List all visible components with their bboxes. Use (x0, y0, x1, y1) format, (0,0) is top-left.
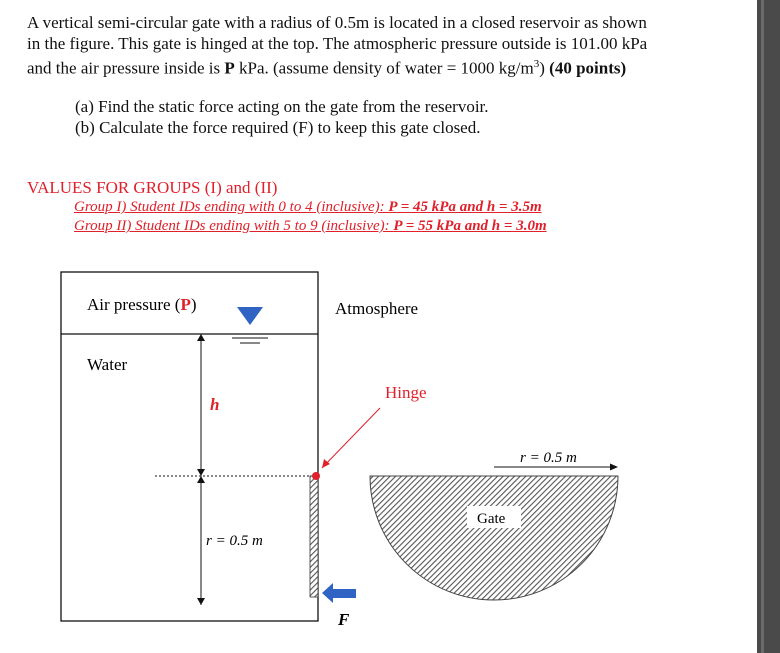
r-right-label: r = 0.5 m (520, 450, 577, 466)
force-arrow-icon (322, 583, 356, 603)
r-right-arrowhead (610, 464, 618, 471)
question-a: (a) Find the static force acting on the gate from the reservoir. (75, 97, 489, 116)
atmosphere-label: Atmosphere (335, 299, 419, 318)
problem-line-2: in the figure. This gate is hinged at the top. The atmospheric pressure outside is 101.00 kPa (27, 34, 648, 53)
points-label: (40 points) (549, 58, 627, 78)
gate-front-view (370, 476, 618, 600)
water-label: Water (87, 355, 128, 374)
group-2-values: Group II) Student IDs ending with 5 to 9 (inclusive): P = 55 kPa and h = 3.0m (74, 218, 547, 234)
r-arrow-bottom (197, 598, 205, 605)
h-arrow-top (197, 334, 205, 341)
force-label: F (338, 610, 350, 629)
h-arrow-bottom (197, 469, 205, 476)
hinge-label: Hinge (385, 383, 427, 402)
window-scrollbar[interactable] (757, 0, 780, 653)
gate-side-view (310, 476, 318, 597)
hinge-point (312, 472, 320, 480)
reservoir-box (61, 272, 318, 621)
values-title: VALUES FOR GROUPS (I) and (II) (27, 178, 278, 197)
problem-line-3: and the air pressure inside is P kPa. (assume density of water = 1000 $kg/m^3$) (40 points) (27, 58, 627, 78)
air-pressure-label: Air pressure (P) (87, 295, 197, 314)
r-arrow-top (197, 476, 205, 483)
water-surface-triangle-icon (237, 307, 263, 325)
hinge-leader-line (322, 408, 380, 468)
problem-line-1: A vertical semi-circular gate with a radius of 0.5m is located in a closed reservoir as shown (27, 13, 647, 32)
question-b: (b) Calculate the force required (F) to keep this gate closed. (75, 118, 481, 137)
r-left-label: r = 0.5 m (206, 533, 263, 549)
gate-label: Gate (477, 511, 506, 527)
h-label: h (210, 395, 220, 414)
group-1-values: Group I) Student IDs ending with 0 to 4 (inclusive): P = 45 kPa and h = 3.5m (74, 199, 542, 215)
